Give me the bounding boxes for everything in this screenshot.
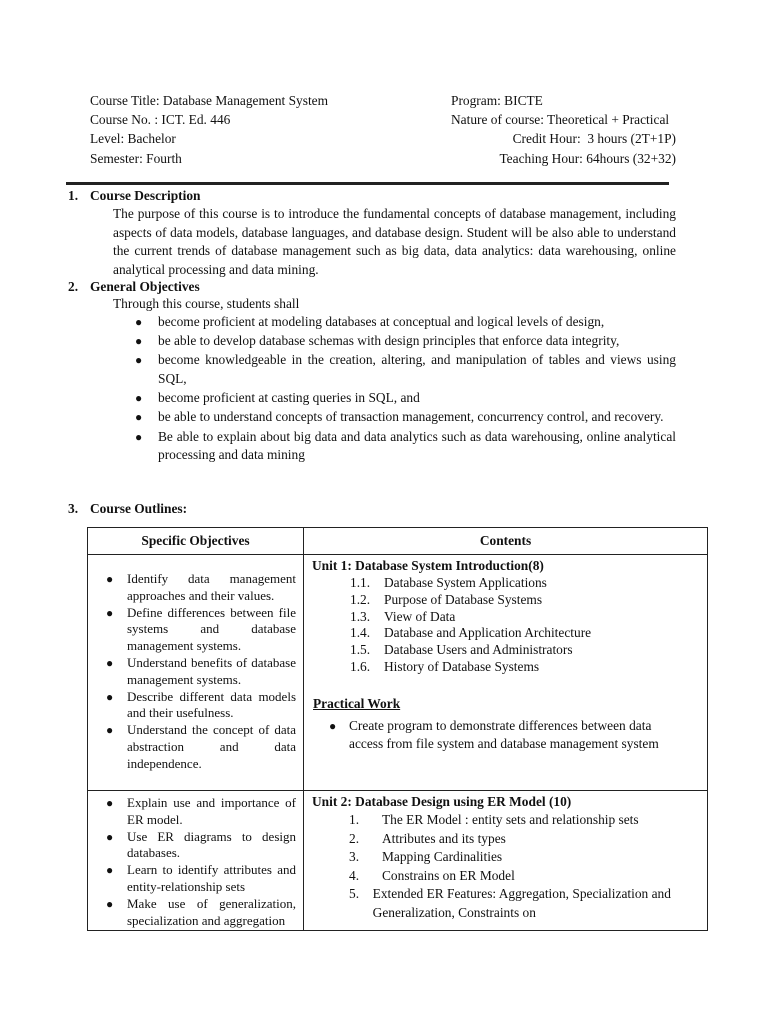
header-row: [90, 129, 676, 148]
level: Level: Bachelor: [90, 131, 176, 147]
contents-cell: [304, 555, 708, 791]
section-heading: [68, 187, 200, 205]
bullet-icon: ●: [106, 896, 114, 911]
list-item: ● Describe different data models and their usefulness.: [106, 688, 296, 721]
bullet-icon: ●: [106, 796, 114, 810]
bullet-icon: ●: [106, 572, 114, 586]
table-header-row: [88, 528, 708, 555]
list-item: ● Understand the concept of data abstraction and data independence.: [106, 722, 296, 771]
list-item: ● be able to understand concepts of transaction management, concurrency control, and recovery.: [135, 408, 676, 427]
section-title: General Objectives: [90, 279, 200, 294]
bullet-icon: ●: [135, 315, 143, 329]
course-description: The purpose of this course is to introduce the fundamental concepts of database management, including aspects of data models, database languages, and database design. Student will be also able to understand the current trends of database management such as big data, data analytics: data warehousing, online analytical processing and data mining.: [113, 206, 676, 277]
topic-item: 3. Mapping Cardinalities: [349, 849, 503, 865]
general-objectives-list: [135, 313, 676, 465]
topic-item: 1.6. History of Database Systems: [350, 658, 540, 674]
bullet-icon: ●: [106, 829, 114, 844]
bullet-icon: ●: [329, 718, 337, 733]
list-item: ● Understand benefits of database management systems.: [106, 654, 296, 687]
section-heading: [68, 500, 187, 518]
bullet-icon: ●: [135, 410, 143, 425]
nature-of-course: Nature of course: Theoretical + Practical: [451, 112, 670, 128]
list-item: ● Be able to explain about big data and data analytics such as data warehousing, online analytical processing and data mining: [135, 428, 676, 463]
list-item: ● Learn to identify attributes and entity-relationship sets: [106, 862, 296, 894]
column-header-contents: Contents: [304, 528, 708, 555]
topic-item: 2. Attributes and its types: [349, 830, 506, 846]
topic-item: 1.1. Database System Applications: [350, 575, 547, 590]
section-number: 2.: [68, 279, 79, 294]
list-item: ● Define differences between file systems and database management systems.: [106, 604, 296, 654]
section-number: 3.: [68, 501, 79, 516]
section-number: 1.: [68, 188, 79, 203]
topic-item: 1.2. Purpose of Database Systems: [350, 591, 543, 607]
list-item: ● become knowledgeable in the creation, altering, and manipulation of tables and views using SQL,: [135, 352, 676, 386]
section-title: Course Outlines:: [90, 501, 188, 516]
course-outline-table: [87, 527, 708, 931]
program: Program: BICTE: [451, 93, 543, 108]
header-row: [90, 149, 676, 168]
list-item: ● be able to develop database schemas with design principles that enforce data integrity,: [135, 332, 676, 351]
unit-title: Unit 1: Database System Introduction(8): [312, 558, 544, 573]
bullet-icon: ●: [106, 605, 114, 620]
topic-list: [305, 811, 706, 923]
bullet-icon: ●: [135, 334, 143, 349]
course-header: [90, 91, 676, 168]
objectives-intro: Through this course, students shall: [113, 296, 300, 311]
topic-item: 4. Constrains on ER Model: [349, 867, 515, 883]
course-title: Course Title: Database Management System: [90, 93, 329, 108]
bullet-icon: ●: [135, 391, 143, 406]
credit-hour: Credit Hour: 3 hours (2T+1P): [512, 131, 676, 147]
specific-objectives-list: [89, 792, 302, 929]
list-item: ● become proficient at modeling databases at conceptual and logical levels of design,: [135, 313, 676, 332]
bullet-icon: ●: [106, 723, 114, 738]
objectives-cell: [88, 791, 304, 931]
list-item: ● Identify data management approaches and their values.: [106, 571, 296, 603]
bullet-icon: ●: [106, 655, 114, 670]
topic-item: 5. Extended ER Features: Aggregation, Specialization and Generalization, Constraints on: [349, 886, 671, 920]
column-header-objectives: Specific Objectives: [88, 528, 304, 555]
specific-objectives-list: [89, 556, 302, 781]
list-item: ● become proficient at casting queries in SQL, and: [135, 389, 676, 408]
practical-work-list: [305, 717, 706, 754]
table-row: [88, 555, 708, 791]
header-row: [90, 110, 676, 129]
topic-list: [305, 575, 706, 676]
bullet-icon: ●: [106, 863, 114, 878]
topic-item: 1.5. Database Users and Administrators: [350, 642, 573, 658]
topic-item: 1.4. Database and Application Architecture: [350, 625, 592, 641]
header-divider: [66, 182, 669, 185]
list-item: ● Explain use and importance of ER model.: [106, 795, 296, 827]
table-row: [88, 791, 708, 931]
semester: Semester: Fourth: [90, 150, 182, 166]
list-item: ● Use ER diagrams to design databases.: [106, 828, 296, 861]
header-row: [90, 91, 676, 110]
list-item: ● Create program to demonstrate differences between data access from file system and database management system: [329, 717, 659, 752]
section-title: Course Description: [90, 188, 201, 203]
unit-title: Unit 2: Database Design using ER Model (10): [312, 794, 572, 809]
practical-work-heading: Practical Work: [313, 695, 401, 711]
course-number: Course No. : ICT. Ed. 446: [90, 112, 231, 128]
contents-cell: [304, 791, 708, 931]
objectives-cell: [88, 555, 304, 791]
bullet-icon: ●: [135, 429, 143, 444]
list-item: ● Make use of generalization, specialization and aggregation: [106, 895, 296, 928]
teaching-hour: Teaching Hour: 64hours (32+32): [499, 150, 676, 166]
bullet-icon: ●: [135, 353, 143, 368]
section-heading: [68, 278, 200, 296]
bullet-icon: ●: [106, 689, 114, 704]
topic-item: 1.3. View of Data: [350, 608, 456, 624]
topic-item: 1. The ER Model : entity sets and relationship sets: [349, 812, 639, 827]
